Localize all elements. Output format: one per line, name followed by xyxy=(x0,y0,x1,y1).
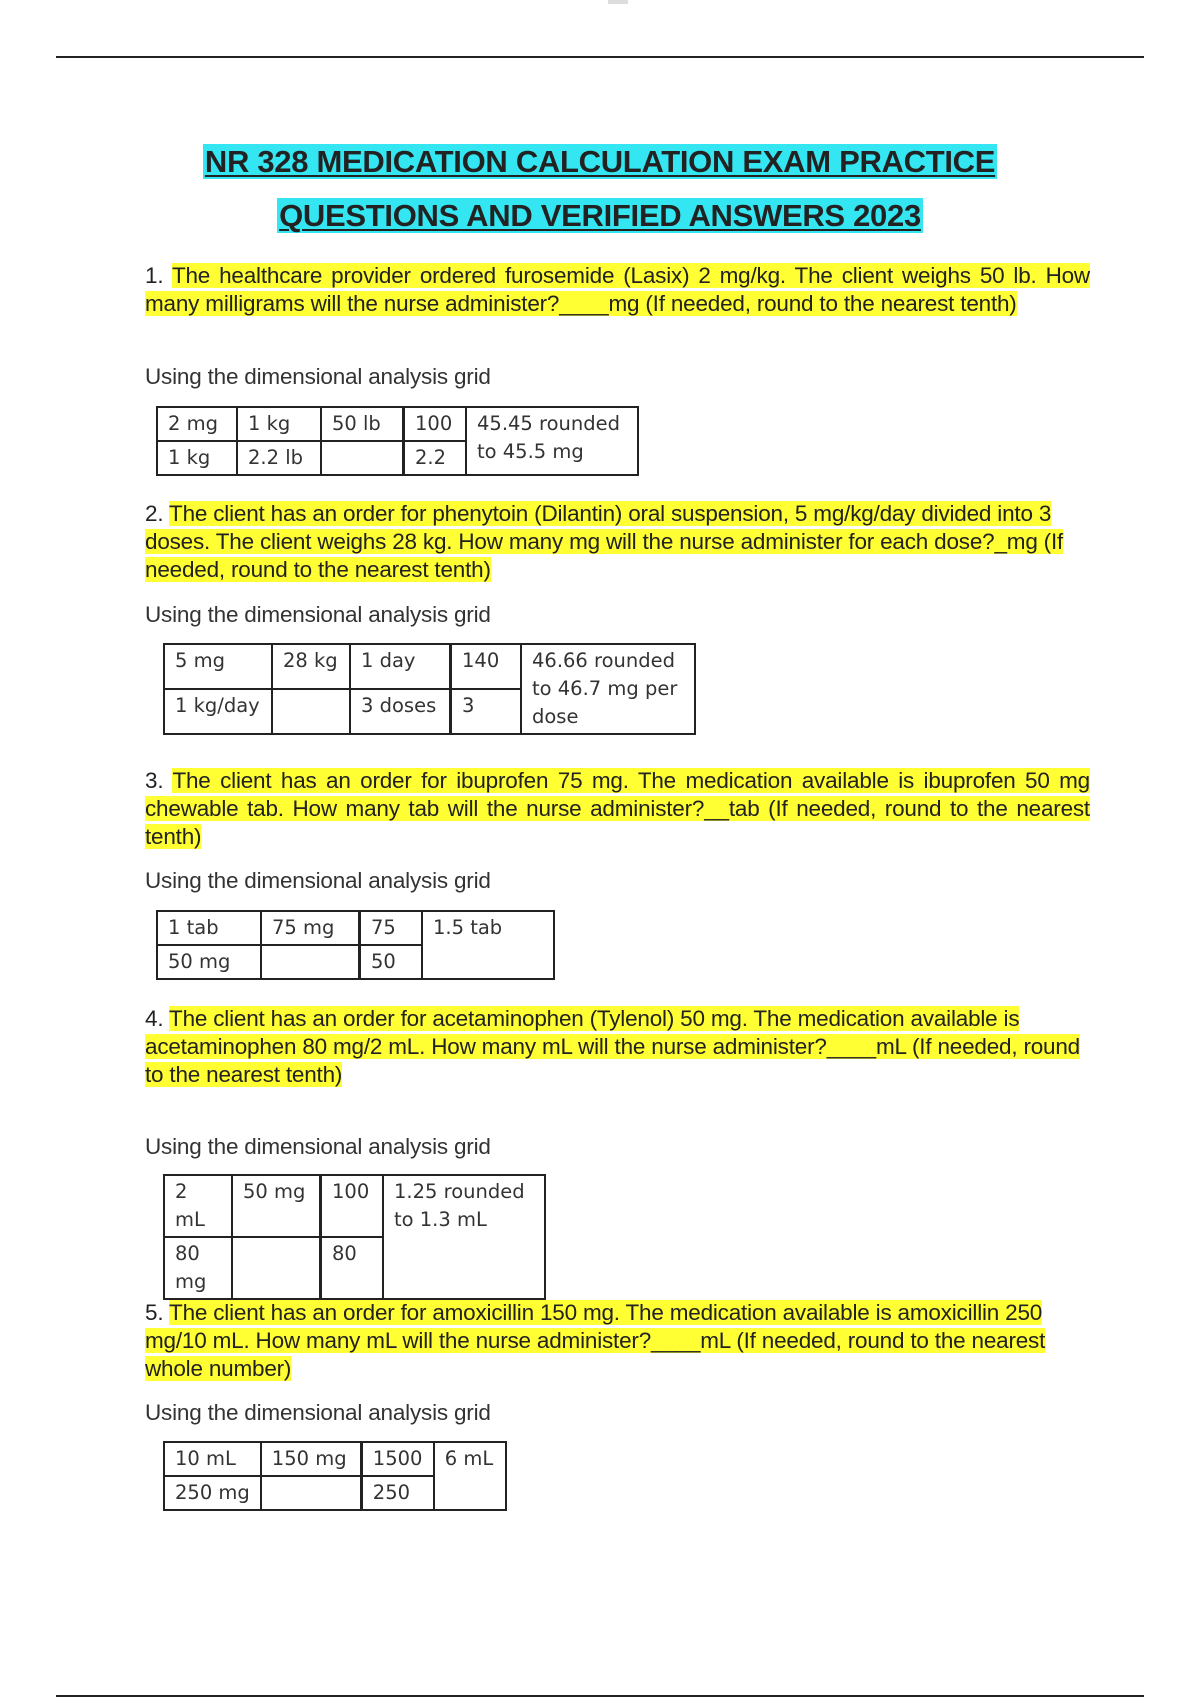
question-number: 3. xyxy=(145,768,164,793)
grid-cell: 3 doses xyxy=(350,689,451,734)
grid-cell: 50 mg xyxy=(232,1175,321,1237)
grid-cell: 80 mg xyxy=(164,1237,232,1299)
grid-cell: 75 xyxy=(360,911,423,945)
grid-cell: 100 xyxy=(321,1175,384,1237)
grid-cell: 1 kg/day xyxy=(164,689,272,734)
grid-answer-cell: 46.66 rounded to 46.7 mg per dose xyxy=(521,644,695,734)
grid-cell: 2 mL xyxy=(164,1175,232,1237)
analysis-grid-2 xyxy=(163,643,696,735)
grid-cell: 2.2 xyxy=(404,441,467,475)
grid-label: Using the dimensional analysis grid xyxy=(145,364,491,389)
header-rule xyxy=(56,56,1144,58)
analysis-grid-3 xyxy=(156,910,555,980)
grid-cell xyxy=(261,1476,362,1510)
grid-cell: 1 day xyxy=(350,644,451,689)
page-top-mark xyxy=(608,0,628,4)
question-text: The client has an order for acetaminophen (Tylenol) 50 mg. The medication available is acetaminophen 80 mg/2 mL. How many mL will the nurse administer?____mL (If needed, round to the nearest tenth) xyxy=(145,1006,1080,1087)
question-number: 5. xyxy=(145,1300,164,1325)
grid-label: Using the dimensional analysis grid xyxy=(145,602,491,627)
grid-cell xyxy=(261,945,360,979)
grid-cell: 2.2 lb xyxy=(237,441,321,475)
question-2 xyxy=(145,500,1090,584)
question-number: 2. xyxy=(145,501,164,526)
grid-cell: 5 mg xyxy=(164,644,272,689)
grid-cell: 3 xyxy=(451,689,522,734)
question-text: The client has an order for phenytoin (Dilantin) oral suspension, 5 mg/kg/day divided into 3 doses. The client weighs 28 kg. How many mg will the nurse administer for each dose?_mg (If needed, round to the nearest tenth) xyxy=(145,501,1064,582)
question-text: The client has an order for ibuprofen 75 mg. The medication available is ibuprofen 50 mg chewable tab. How many tab will the nurse administer?__tab (If needed, round to the nearest tenth) xyxy=(145,768,1090,849)
grid-cell xyxy=(321,441,404,475)
grid-cell: 50 mg xyxy=(157,945,261,979)
grid-cell xyxy=(272,689,350,734)
question-text: The client has an order for amoxicillin 150 mg. The medication available is amoxicillin 250 mg/10 mL. How many mL will the nurse administer?____mL (If needed, round to the nearest whole number) xyxy=(145,1300,1046,1381)
question-3 xyxy=(145,767,1090,851)
document-title-line-1: NR 328 MEDICATION CALCULATION EXAM PRACTICE xyxy=(204,144,996,179)
grid-cell xyxy=(232,1237,321,1299)
grid-cell: 250 mg xyxy=(164,1476,261,1510)
grid-answer-cell: 1.5 tab xyxy=(422,911,554,979)
grid-answer-cell: 1.25 rounded to 1.3 mL xyxy=(383,1175,545,1299)
grid-label: Using the dimensional analysis grid xyxy=(145,1134,491,1159)
grid-label: Using the dimensional analysis grid xyxy=(145,868,491,893)
document-title-line-2: QUESTIONS AND VERIFIED ANSWERS 2023 xyxy=(279,198,921,233)
question-4 xyxy=(145,1005,1090,1089)
grid-cell: 100 xyxy=(404,407,467,441)
grid-cell: 28 kg xyxy=(272,644,350,689)
question-5 xyxy=(145,1299,1090,1383)
grid-answer-cell: 6 mL xyxy=(434,1442,506,1510)
grid-cell: 80 xyxy=(321,1237,384,1299)
grid-cell: 50 xyxy=(360,945,423,979)
grid-cell: 10 mL xyxy=(164,1442,261,1476)
footer-rule xyxy=(56,1695,1144,1697)
grid-cell: 140 xyxy=(451,644,522,689)
question-number: 4. xyxy=(145,1006,164,1031)
analysis-grid-5 xyxy=(163,1441,507,1511)
question-1 xyxy=(145,262,1090,318)
analysis-grid-4 xyxy=(163,1174,546,1300)
grid-cell: 75 mg xyxy=(261,911,360,945)
question-text: The healthcare provider ordered furosemide (Lasix) 2 mg/kg. The client weighs 50 lb. How many milligrams will the nurse administer?____mg (If needed, round to the nearest tenth) xyxy=(145,263,1090,316)
grid-cell: 1 kg xyxy=(157,441,237,475)
grid-cell: 250 xyxy=(361,1476,434,1510)
grid-cell: 1 kg xyxy=(237,407,321,441)
grid-cell: 1500 xyxy=(361,1442,434,1476)
question-number: 1. xyxy=(145,263,164,288)
grid-answer-cell: 45.45 rounded to 45.5 mg xyxy=(466,407,638,475)
grid-label: Using the dimensional analysis grid xyxy=(145,1400,491,1425)
grid-cell: 150 mg xyxy=(261,1442,362,1476)
grid-cell: 50 lb xyxy=(321,407,404,441)
grid-cell: 1 tab xyxy=(157,911,261,945)
analysis-grid-1 xyxy=(156,406,639,476)
grid-cell: 2 mg xyxy=(157,407,237,441)
